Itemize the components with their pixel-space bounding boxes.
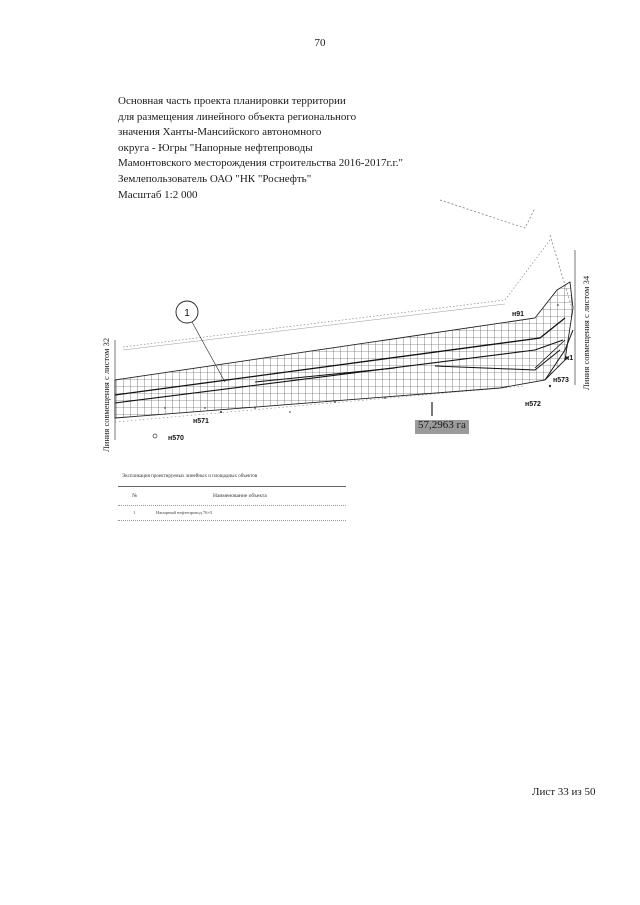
page-number: 70 xyxy=(314,37,326,49)
header-line: Основная часть проекта планировки территории xyxy=(118,95,346,107)
legend-divider xyxy=(118,505,346,506)
legend-row-num: 1 xyxy=(133,510,136,515)
header-line: значения Ханты-Мансийского автономного xyxy=(118,126,322,139)
point-label: н572 xyxy=(525,401,541,408)
scale-line: Масштаб 1:2 000 xyxy=(118,188,198,201)
point-label: н571 xyxy=(193,418,209,425)
point-label: н573 xyxy=(553,377,569,384)
legend-col-num: № xyxy=(132,493,138,499)
point-label: н1 xyxy=(565,355,574,362)
legend-divider xyxy=(118,520,346,521)
right-side-label: Линия совмещения с листом 34 xyxy=(581,275,591,390)
header-line: Мамонтовского месторождения строительства 2016-2017г.г." xyxy=(118,157,403,170)
header-line: округа - Югры "Напорные нефтепроводы xyxy=(118,141,313,154)
sheet-info: Лист 33 из 50 xyxy=(532,786,596,798)
document-header xyxy=(118,94,448,203)
pipeline-corridor xyxy=(95,190,615,460)
legend-table xyxy=(118,474,346,524)
legend-col-name: Наименование объекта xyxy=(213,493,267,499)
point-label: н91 xyxy=(512,311,525,318)
area-label: 57,2963 га xyxy=(418,419,466,431)
left-side-label: Линия совмещения с листом 32 xyxy=(101,337,111,452)
legend-title: Экспликация проектируемых линейных и площадных объектов xyxy=(122,474,258,479)
point-label: н570 xyxy=(168,435,184,442)
legend-rule xyxy=(118,486,346,487)
header-line: Землепользователь ОАО "НК "Роснефть" xyxy=(118,172,312,185)
planning-map xyxy=(95,190,615,460)
legend-row-name: Напорный нефтепровод 76×5 xyxy=(156,510,213,515)
header-line: для размещения линейного объекта регионального xyxy=(118,110,357,123)
svg-text:1: 1 xyxy=(184,308,190,319)
